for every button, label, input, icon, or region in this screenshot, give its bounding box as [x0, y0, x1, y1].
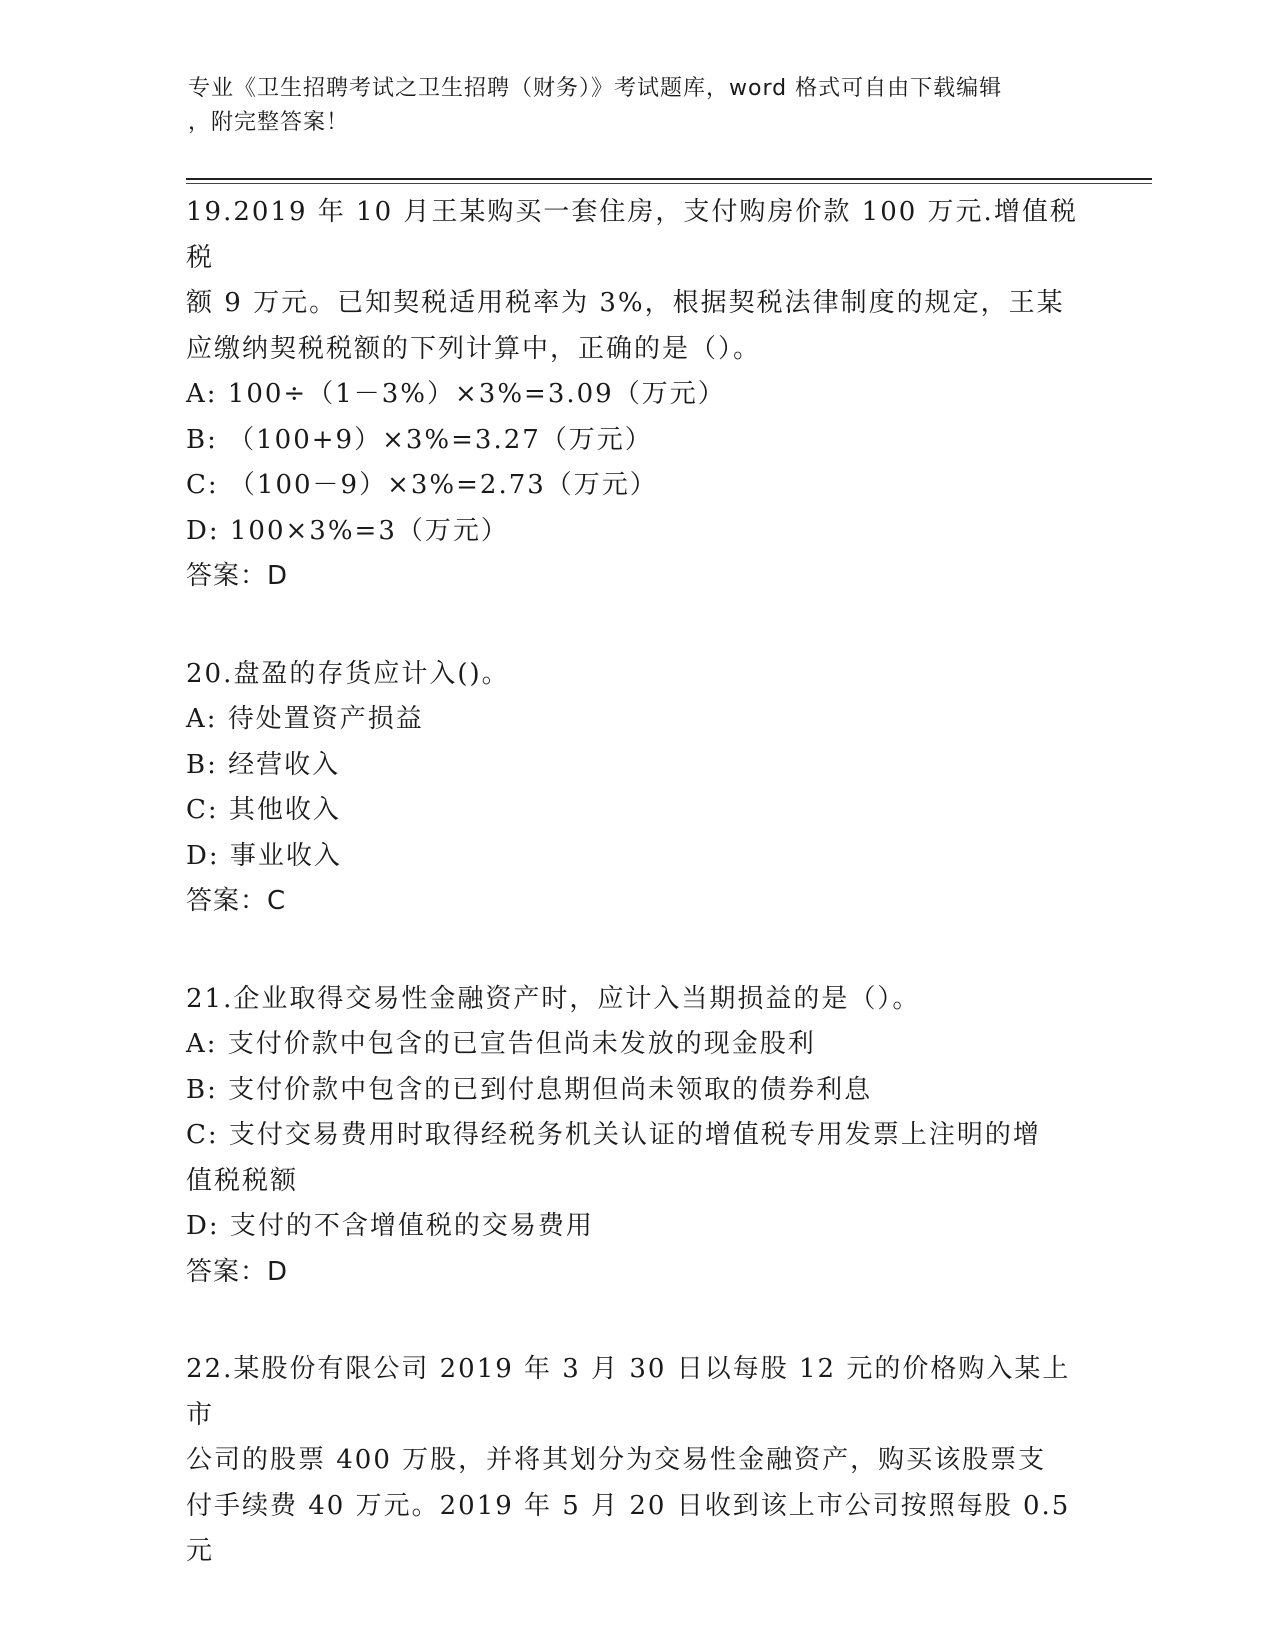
question-list	[186, 190, 1086, 1627]
question-20	[186, 652, 1086, 925]
question-21	[186, 977, 1086, 1296]
option-d: D: 事业收入	[186, 840, 342, 871]
option-c: C: 其他收入	[186, 795, 341, 825]
question-stem-line: 公司的股票 400 万股，并将其划分为交易性金融资产，购买该股票支	[186, 1445, 1047, 1475]
question-19	[186, 190, 1086, 600]
question-stem-line: 额 9 万元。已知契税适用税率为 3%，根据契税法律制度的规定，王某	[186, 288, 1065, 318]
question-22	[186, 1347, 1086, 1575]
header-line-1: 专业《卫生招聘考试之卫生招聘（财务）》考试题库，word 格式可自由下载编辑	[188, 76, 1003, 101]
header-divider-thick	[186, 178, 1152, 180]
question-stem-line: 付手续费 40 万元。2019 年 5 月 20 日收到该上市公司按照每股 0.5 元	[186, 1490, 1071, 1566]
question-stem-line: 20.盘盈的存货应计入()。	[186, 658, 510, 689]
answer-label: 答案：D	[186, 561, 289, 591]
answer-label: 答案：C	[186, 886, 287, 916]
option-a: A: 支付价款中包含的已宣告但尚未发放的现金股利	[186, 1029, 816, 1059]
option-b: B: 经营收入	[186, 749, 341, 780]
option-b: B: （100+9）×3%=3.27（万元）	[186, 424, 653, 455]
option-c: C: 支付交易费用时取得经税务机关认证的增值税专用发票上注明的增	[186, 1120, 1041, 1150]
option-d: D: 100×3%=3（万元）	[186, 515, 509, 546]
answer-label: 答案：D	[186, 1256, 289, 1287]
question-stem-line: 19.2019 年 10 月王某购买一套住房，支付购房价款 100 万元.增值税税	[186, 197, 1078, 273]
header-line-2: ，附完整答案！	[188, 110, 350, 135]
header-divider-thin	[186, 183, 1152, 184]
option-b: B: 支付价款中包含的已到付息期但尚未领取的债券利息	[186, 1074, 873, 1105]
option-a: A: 100÷（1－3%）×3%=3.09（万元）	[186, 379, 726, 409]
question-stem-line: 21.企业取得交易性金融资产时，应计入当期损益的是（）。	[186, 983, 921, 1014]
option-a: A: 待处置资产损益	[186, 704, 424, 734]
question-stem-line: 应缴纳契税税额的下列计算中，正确的是（）。	[186, 333, 762, 364]
document-header	[188, 72, 1068, 140]
option-c-continued: 值税税额	[186, 1165, 299, 1196]
question-stem-line: 22.某股份有限公司 2019 年 3 月 30 日以每股 12 元的价格购入某上市	[186, 1354, 1071, 1430]
option-d: D: 支付的不含增值税的交易费用	[186, 1211, 594, 1241]
option-c: C: （100－9）×3%=2.73（万元）	[186, 470, 658, 500]
